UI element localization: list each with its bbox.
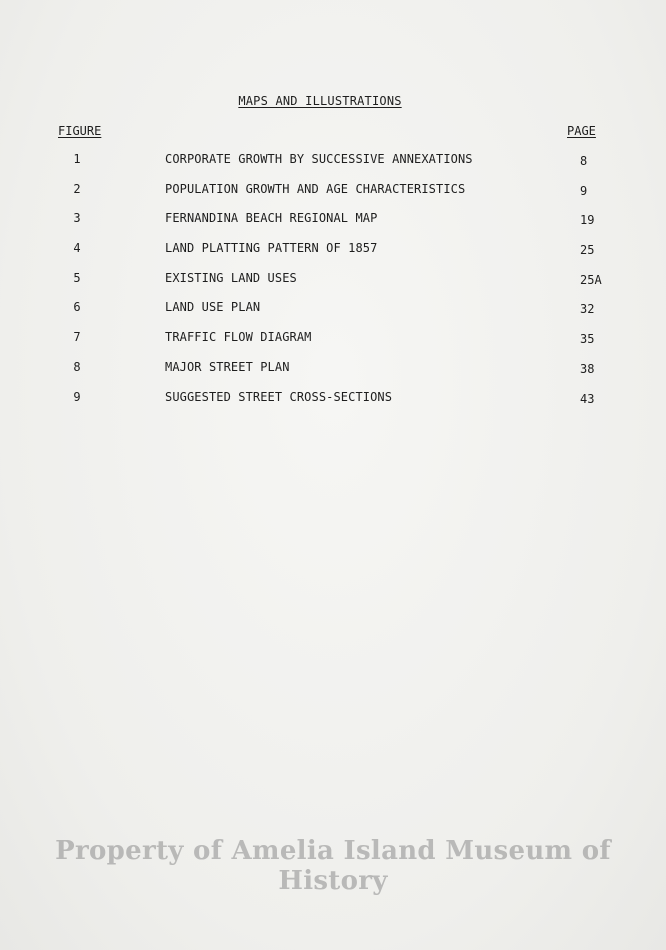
watermark: Property of Amelia Island Museum of History	[55, 836, 611, 896]
page-number: 38	[580, 361, 595, 376]
page-title: MAPS AND ILLUSTRATIONS	[238, 94, 402, 108]
figure-number: 7	[73, 330, 81, 345]
figure-caption: LAND PLATTING PATTERN OF 1857	[165, 241, 378, 256]
list-item	[0, 300, 666, 330]
list-item	[0, 390, 666, 420]
figure-caption: EXISTING LAND USES	[165, 270, 297, 285]
figure-caption: LAND USE PLAN	[165, 300, 261, 315]
figure-caption: CORPORATE GROWTH BY SUCCESSIVE ANNEXATIONS	[165, 152, 473, 166]
figure-list	[0, 152, 666, 419]
list-item	[0, 360, 666, 390]
figure-number: 9	[73, 389, 81, 404]
page-number: 32	[580, 302, 595, 317]
page-number: 35	[580, 332, 595, 347]
list-item	[0, 241, 666, 271]
figure-number: 3	[73, 211, 81, 226]
figure-caption: TRAFFIC FLOW DIAGRAM	[165, 330, 312, 345]
figure-number: 5	[73, 270, 81, 285]
figure-number: 2	[73, 181, 81, 196]
list-item	[0, 152, 666, 182]
list-item	[0, 330, 666, 360]
page-column-header: PAGE	[567, 124, 596, 138]
page-number: 25	[580, 243, 595, 258]
figure-caption: FERNANDINA BEACH REGIONAL MAP	[165, 211, 378, 226]
figure-number: 4	[73, 241, 81, 256]
figure-caption: MAJOR STREET PLAN	[165, 359, 290, 374]
figure-number: 1	[73, 152, 81, 166]
page-number: 9	[580, 183, 588, 198]
list-item	[0, 211, 666, 241]
page-number: 19	[580, 213, 595, 228]
page-number: 8	[580, 154, 588, 168]
figure-column-header: FIGURE	[58, 124, 102, 138]
page-number: 25A	[580, 272, 602, 287]
figure-number: 6	[73, 300, 81, 315]
list-item	[0, 182, 666, 212]
page-number: 43	[580, 391, 595, 406]
list-item	[0, 271, 666, 301]
figure-caption: POPULATION GROWTH AND AGE CHARACTERISTICS	[165, 181, 466, 196]
figure-caption: SUGGESTED STREET CROSS-SECTIONS	[165, 389, 393, 404]
figure-number: 8	[73, 359, 81, 374]
